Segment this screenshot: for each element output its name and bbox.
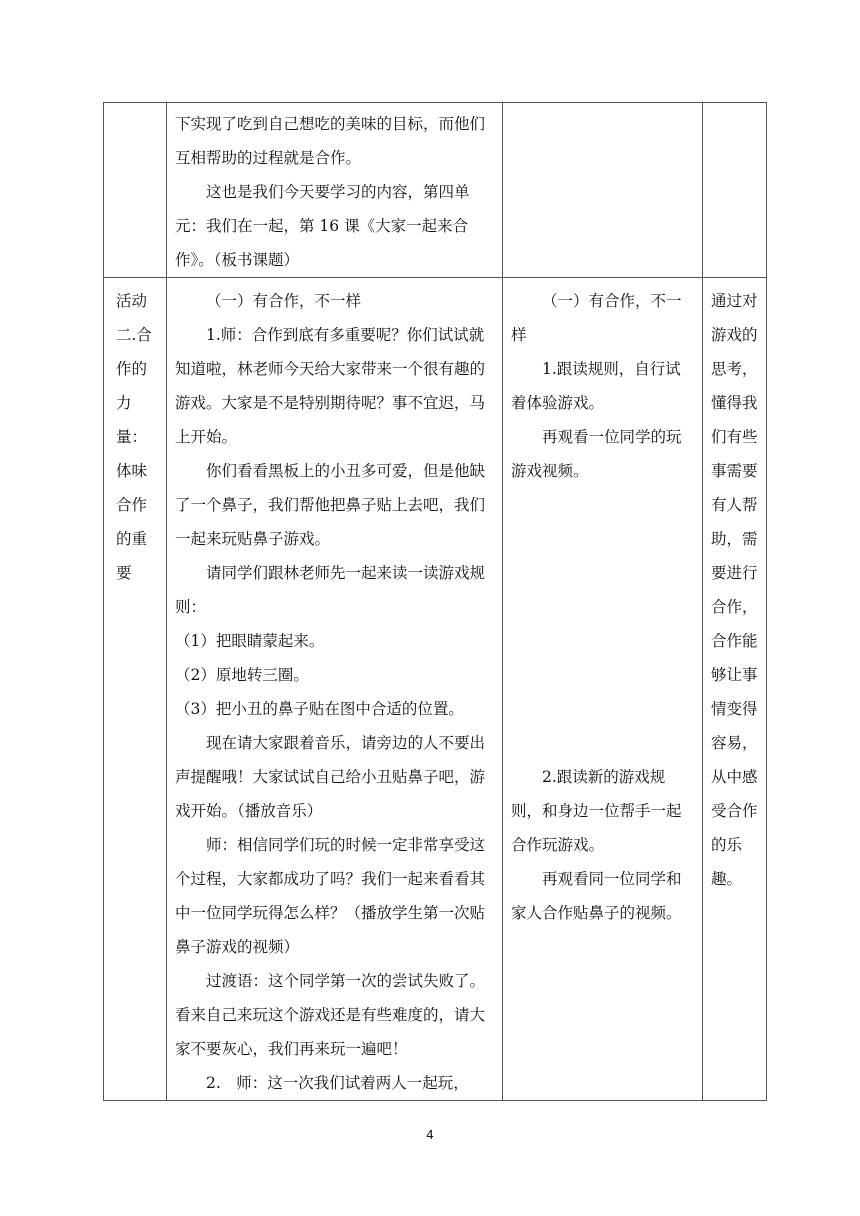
- section-heading: （一）有合作，不一样: [206, 292, 362, 310]
- paragraph: 这也是我们今天要学习的内容，第四单元：我们在一起，第 16 课《大家一起来合作》。（板书课题）: [175, 183, 470, 269]
- rule-item: （2）原地转三圈。: [175, 666, 309, 684]
- paragraph: 再观看同一位同学和家人合作贴鼻子的视频。: [511, 870, 682, 922]
- rule-item: （3）把小丑的鼻子贴在图中合适的位置。: [175, 700, 464, 718]
- paragraph: 2.跟读新的游戏规则，和身边一位帮手一起合作玩游戏。: [511, 768, 682, 854]
- paragraph: 1.师：合作到底有多重要呢？你们试试就知道啦，林老师今天给大家带来一个很有趣的游戏。大家是不是特别期待呢？事不宜迟，马上开始。: [175, 326, 486, 446]
- paragraph: 过渡语：这个同学第一次的尝试失败了。看来自己来玩这个游戏还是有些难度的，请大家不要灰心，我们再来玩一遍吧！: [175, 972, 486, 1058]
- section-heading: （一）有合作，不一样: [511, 292, 682, 344]
- spacer: [511, 488, 696, 760]
- teacher-activity-cell: [167, 278, 503, 1101]
- lesson-plan-table: [103, 102, 767, 1101]
- paragraph: 请同学们跟林老师先一起来读一读游戏规则：: [175, 564, 486, 616]
- student-activity-cell: [503, 278, 703, 1101]
- design-intent-cell-empty: [703, 103, 767, 278]
- activity-title: 活动二.合作的力量：体味合作的重要: [116, 292, 152, 582]
- paragraph: 你们看看黑板上的小丑多可爱，但是他缺了一个鼻子，我们帮他把鼻子贴上去吧，我们一起来玩贴鼻子游戏。: [175, 462, 486, 548]
- paragraph: 现在请大家跟着音乐，请旁边的人不要出声提醒哦！大家试试自己给小丑贴鼻子吧，游戏开始。（播放音乐）: [175, 734, 486, 820]
- paragraph: 1.跟读规则，自行试着体验游戏。: [511, 360, 681, 412]
- activity-cell-empty: [104, 103, 167, 278]
- design-intent-cell: [703, 278, 767, 1101]
- table-row: [104, 278, 767, 1101]
- student-activity-cell-empty: [503, 103, 703, 278]
- page-number: 4: [426, 1128, 434, 1142]
- design-intent: 通过对游戏的思考，懂得我们有些事需要有人帮助，需要进行合作，合作能够让事情变得容易，从中感受合作的乐趣。: [711, 292, 758, 888]
- paragraph: 2. 师：这一次我们试着两人一起玩，: [206, 1074, 469, 1092]
- paragraph: 再观看一位同学的玩游戏视频。: [511, 428, 682, 480]
- activity-title-cell: [104, 278, 167, 1101]
- rule-item: （1）把眼睛蒙起来。: [175, 632, 325, 650]
- paragraph: 下实现了吃到自己想吃的美味的目标，而他们互相帮助的过程就是合作。: [175, 115, 486, 167]
- table-row: [104, 103, 767, 278]
- paragraph: 师：相信同学们玩的时候一定非常享受这个过程，大家都成功了吗？我们一起来看看其中一位同学玩得怎么样？（播放学生第一次贴鼻子游戏的视频）: [175, 836, 486, 956]
- teacher-activity-cell: [167, 103, 503, 278]
